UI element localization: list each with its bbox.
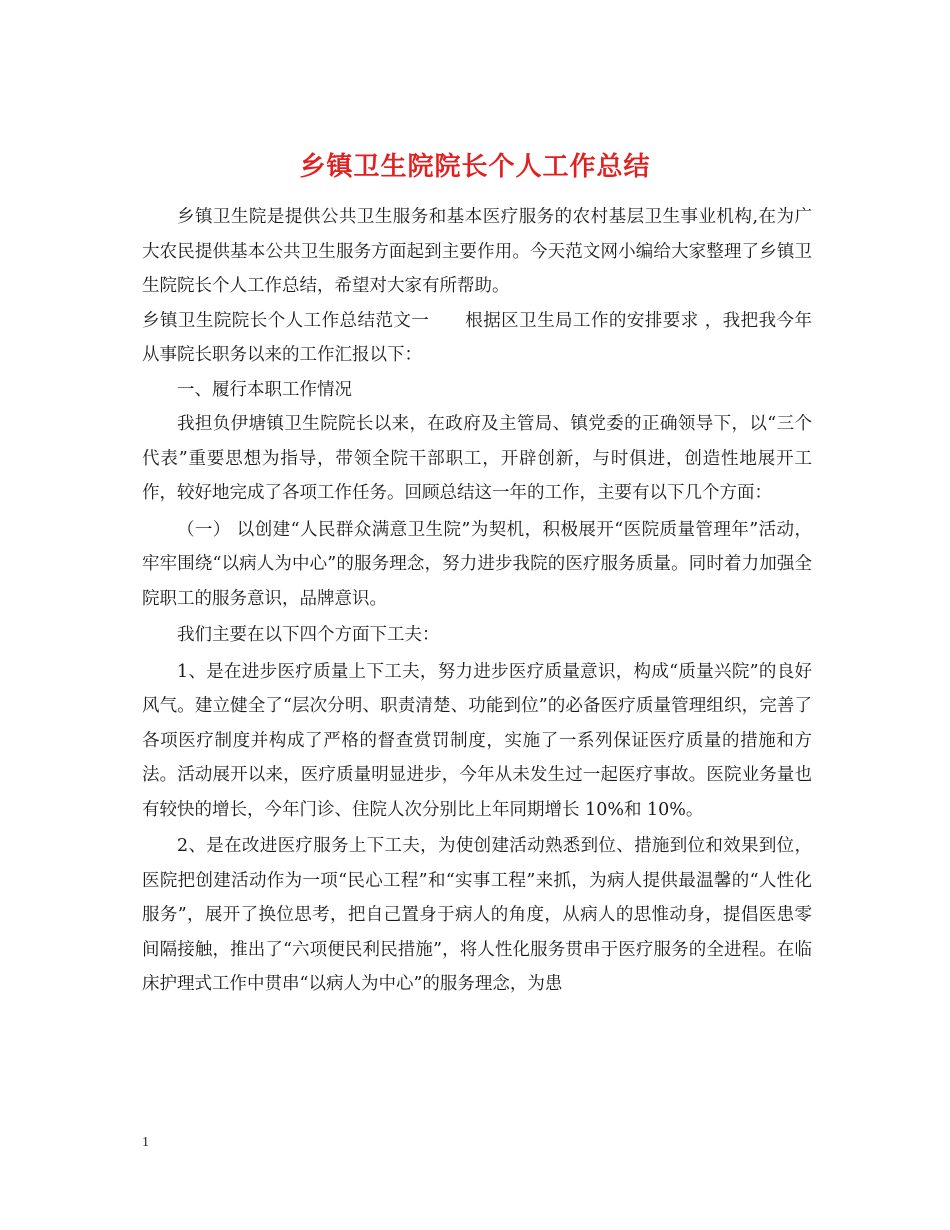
section-heading-duties: 一、履行本职工作情况 [177,379,352,400]
paragraph-item-two: 2、是在改进医疗服务上下工夫，为使创建活动熟悉到位、措施到位和效果到位，医院把创建活动作为一项“民心工程”和“实事工程”来抓，为病人提供最温馨的“人性化服务”，展开了换位思考，把自己置身于病人的角度，从病人的思惟动身，提倡医患零间隔接触，推出了“六项便民利民措施”，将人性化服务贯串于医疗服务的全进程。在临床护理式工作中贯串“以病人为中心”的服务理念，为患 [142,836,812,994]
paragraph-four-aspects: 我们主要在以下四个方面下工夫： [177,625,440,645]
paragraph-item-one: 1、是在进步医疗质量上下工夫，努力进步医疗质量意识，构成“质量兴院”的良好风气。建立健全了“层次分明、职责清楚、功能到位”的必备医疗质量管理组织，完善了各项医疗制度并构成了严格的督查赏罚制度，实施了一系列保证医疗质量的措施和方法。活动展开以来，医疗质量明显进步，今年从未发生过一起医疗事故。医院业务量也有较快的增长，今年门诊、住院人次分别比上年同期增长 10%和 10%。 [142,661,812,820]
page-number: 1 [142,1135,149,1150]
paragraph-overview: 我担负伊塘镇卫生院院长以来，在政府及主管局、镇党委的正确领导下，以“三个代表”重要思想为指导，带领全院干部职工，开辟创新，与时俱进，创造性地展开工作，较好地完成了各项工作任务。回顾总结这一年的工作，主要有以下几个方面： [142,414,812,503]
paragraph-subsection-one: （一） 以创建“人民群众满意卫生院”为契机，积极展开“医院质量管理年”活动，牢牢围绕“以病人为中心”的服务理念，努力进步我院的医疗服务质量。同时着力加强全院职工的服务意识，品牌意识。 [142,519,812,609]
document-body [142,200,812,1002]
paragraph-sample-heading: 乡镇卫生院院长个人工作总结范文一 根据区卫生局工作的安排要求 ，我把我今年从事院长职务以来的工作汇报以下： [142,310,812,365]
document-title: 乡镇卫生院院长个人工作总结 [299,152,651,183]
paragraph-intro: 乡镇卫生院是提供公共卫生服务和基本医疗服务的农村基层卫生事业机构,在为广大农民提供基本公共卫生服务方面起到主要作用。今天范文网小编给大家整理了乡镇卫生院院长个人工作总结，希望对大家有所帮助。 [142,207,812,296]
